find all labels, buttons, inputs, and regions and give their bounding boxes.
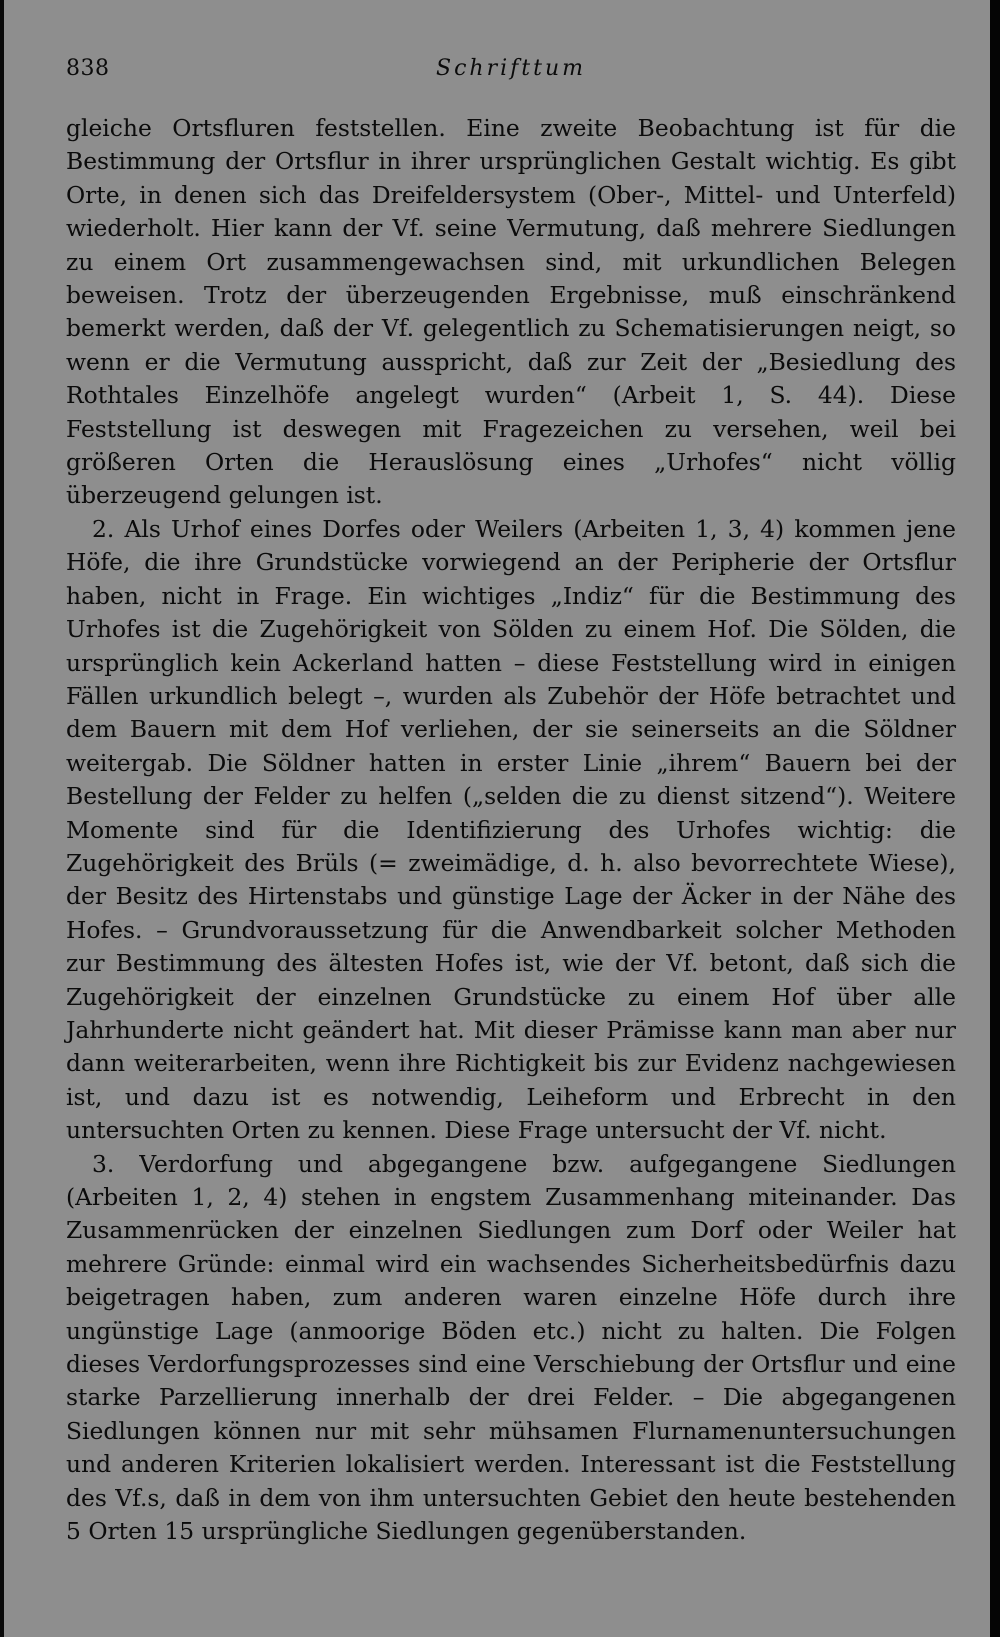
paragraph-3: 3. Verdorfung und abgegangene bzw. aufgegangene Siedlungen (Arbeiten 1, 2, 4) stehen in engstem Zusammenhang miteinander. Das Zusammenrücken der einzelnen Siedlungen zum Dorf oder Weiler hat mehrere Gründe: einmal wird ein wachsendes Sicherheitsbedürfnis dazu beigetragen haben, zum anderen waren einzelne Höfe durch ihre ungünstige Lage (anmoorige Böden etc.) nicht zu halten. Die Folgen dieses Verdorfungsprozesses sind eine Verschiebung der Ortsflur und eine starke Parzellierung innerhalb der drei Felder. – Die abgegangenen Siedlungen können nur mit sehr mühsamen Flurnamenuntersuchungen und anderen Kriterien lokalisiert werden. Interessant ist die Feststellung des Vf.s, daß in dem von ihm untersuchten Gebiet den heute bestehenden 5 Orten 15 ursprüngliche Siedlungen gegenüberstanden. bbox=[66, 1149, 956, 1546]
page-number: 838 bbox=[66, 56, 110, 81]
body-text bbox=[66, 112, 956, 1548]
scan-edge-left bbox=[0, 0, 4, 1637]
running-head: Schrifttum bbox=[436, 56, 586, 81]
scan-edge-right bbox=[990, 0, 1000, 1637]
paragraph-1: gleiche Ortsfluren feststellen. Eine zweite Beobachtung ist für die Bestimmung der Ortsflur in ihrer ursprünglichen Gestalt wichtig. Es gibt Orte, in denen sich das Dreifeldersystem (Ober-, Mittel- und Unterfeld) wiederholt. Hier kann der Vf. seine Vermutung, daß mehrere Siedlungen zu einem Ort zusammengewachsen sind, mit urkundlichen Belegen beweisen. Trotz der überzeugenden Ergebnisse, muß einschränkend bemerkt werden, daß der Vf. gelegentlich zu Schematisierungen neigt, so wenn er die Vermutung ausspricht, daß zur Zeit der „Besiedlung des Rothtales Einzelhöfe angelegt wurden“ (Arbeit 1, S. 44). Diese Feststellung ist deswegen mit Fragezeichen zu versehen, weil bei größeren Orten die Herauslösung eines „Urhofes“ nicht völlig überzeugend gelungen ist. bbox=[66, 114, 956, 510]
paragraph-2: 2. Als Urhof eines Dorfes oder Weilers (Arbeiten 1, 3, 4) kommen jene Höfe, die ihre Grundstücke vorwiegend an der Peripherie der Ortsflur haben, nicht in Frage. Ein wichtiges „Indiz“ für die Bestimmung des Urhofes ist die Zugehörigkeit von Sölden zu einem Hof. Die Sölden, die ursprünglich kein Ackerland hatten – diese Feststellung wird in einigen Fällen urkundlich belegt –, wurden als Zubehör der Höfe betrachtet und dem Bauern mit dem Hof verliehen, der sie seinerseits an die Söldner weitergab. Die Söldner hatten in erster Linie „ihrem“ Bauern bei der Bestellung der Felder zu helfen („selden die zu dienst sitzend“). Weitere Momente sind für die Identifizierung des Urhofes wichtig: die Zugehörigkeit des Brüls (= zweimädige, d. h. also bevorrechtete Wiese), der Besitz des Hirtenstabs und günstige Lage der Äcker in der Nähe des Hofes. – Grundvoraussetzung für die Anwendbarkeit solcher Methoden zur Bestimmung des ältesten Hofes ist, wie der Vf. betont, daß sich die Zugehörigkeit der einzelnen Grundstücke zu einem Hof über alle Jahrhunderte nicht geändert hat. Mit dieser Prämisse kann man aber nur dann weiterarbeiten, wenn ihre Richtigkeit bis zur Evidenz nachgewiesen ist, und dazu ist es notwendig, Leiheform und Erbrecht in den untersuchten Orten zu kennen. Diese Frage untersucht der Vf. nicht. bbox=[66, 514, 956, 1145]
page-header bbox=[66, 52, 956, 92]
